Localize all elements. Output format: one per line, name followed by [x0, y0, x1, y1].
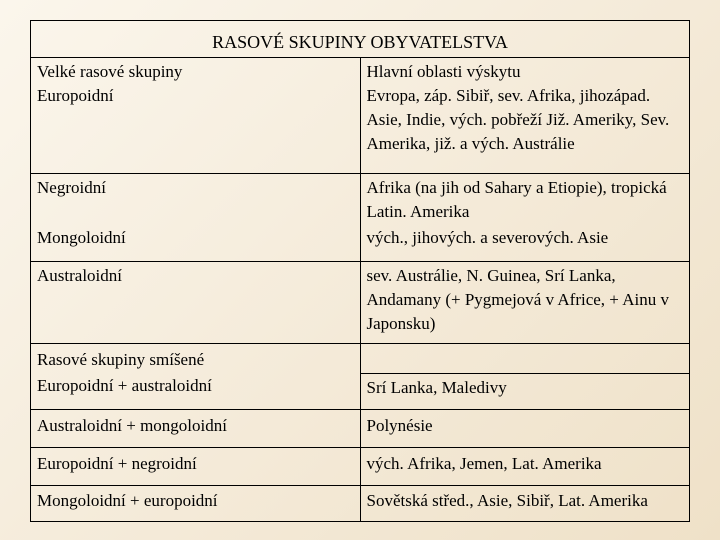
table-row: [31, 262, 690, 344]
group-regions: Evropa, záp. Sibiř, sev. Afrika, jihozápad. Asie, Indie, vých. pobřeží Již. Ameriky, Sev. Amerika, již. a vých. Austrálie: [366, 86, 670, 153]
mixed-header-row: [31, 344, 690, 374]
group-regions: sev. Austrálie, N. Guinea, Srí Lanka, Andamany (+ Pygmejová v Africe, + Ainu v Japonsku): [366, 266, 669, 333]
table-row: [31, 448, 690, 486]
table-title: RASOVÉ SKUPINY OBYVATELSTVA: [212, 32, 508, 52]
mixed-group-regions: Srí Lanka, Maledivy: [366, 378, 507, 397]
group-name: Australoidní: [37, 266, 122, 285]
group-name: Negroidní: [37, 178, 106, 197]
group-name: Europoidní: [37, 86, 114, 105]
table-row: [31, 486, 690, 522]
group-name: Mongoloidní: [37, 227, 126, 247]
mixed-group-name: Europoidní + negroidní: [37, 454, 197, 473]
mixed-group-regions: vých. Afrika, Jemen, Lat. Amerika: [366, 454, 602, 473]
header-col2: Hlavní oblasti výskytu: [366, 62, 521, 81]
mixed-group-name: Australoidní + mongoloidní: [37, 416, 227, 435]
mixed-group-name: Mongoloidní + europoidní: [37, 491, 218, 510]
table-row: [31, 58, 690, 174]
table-row: [31, 226, 690, 262]
table-row: [31, 410, 690, 448]
mixed-header: Rasové skupiny smíšené: [37, 350, 205, 369]
mixed-group-name: Europoidní + australoidní: [37, 375, 212, 395]
races-table: [30, 20, 690, 522]
mixed-group-regions: Sovětská střed., Asie, Sibiř, Lat. Amerika: [366, 491, 648, 510]
title-row: [31, 21, 690, 58]
header-col1: Velké rasové skupiny: [37, 62, 183, 81]
group-regions: vých., jihových. a severových. Asie: [366, 227, 609, 247]
mixed-group-regions: Polynésie: [366, 416, 433, 435]
table-row: [31, 174, 690, 226]
group-regions: Afrika (na jih od Sahary a Etiopie), tropická Latin. Amerika: [366, 178, 667, 221]
table-row: [31, 374, 690, 410]
